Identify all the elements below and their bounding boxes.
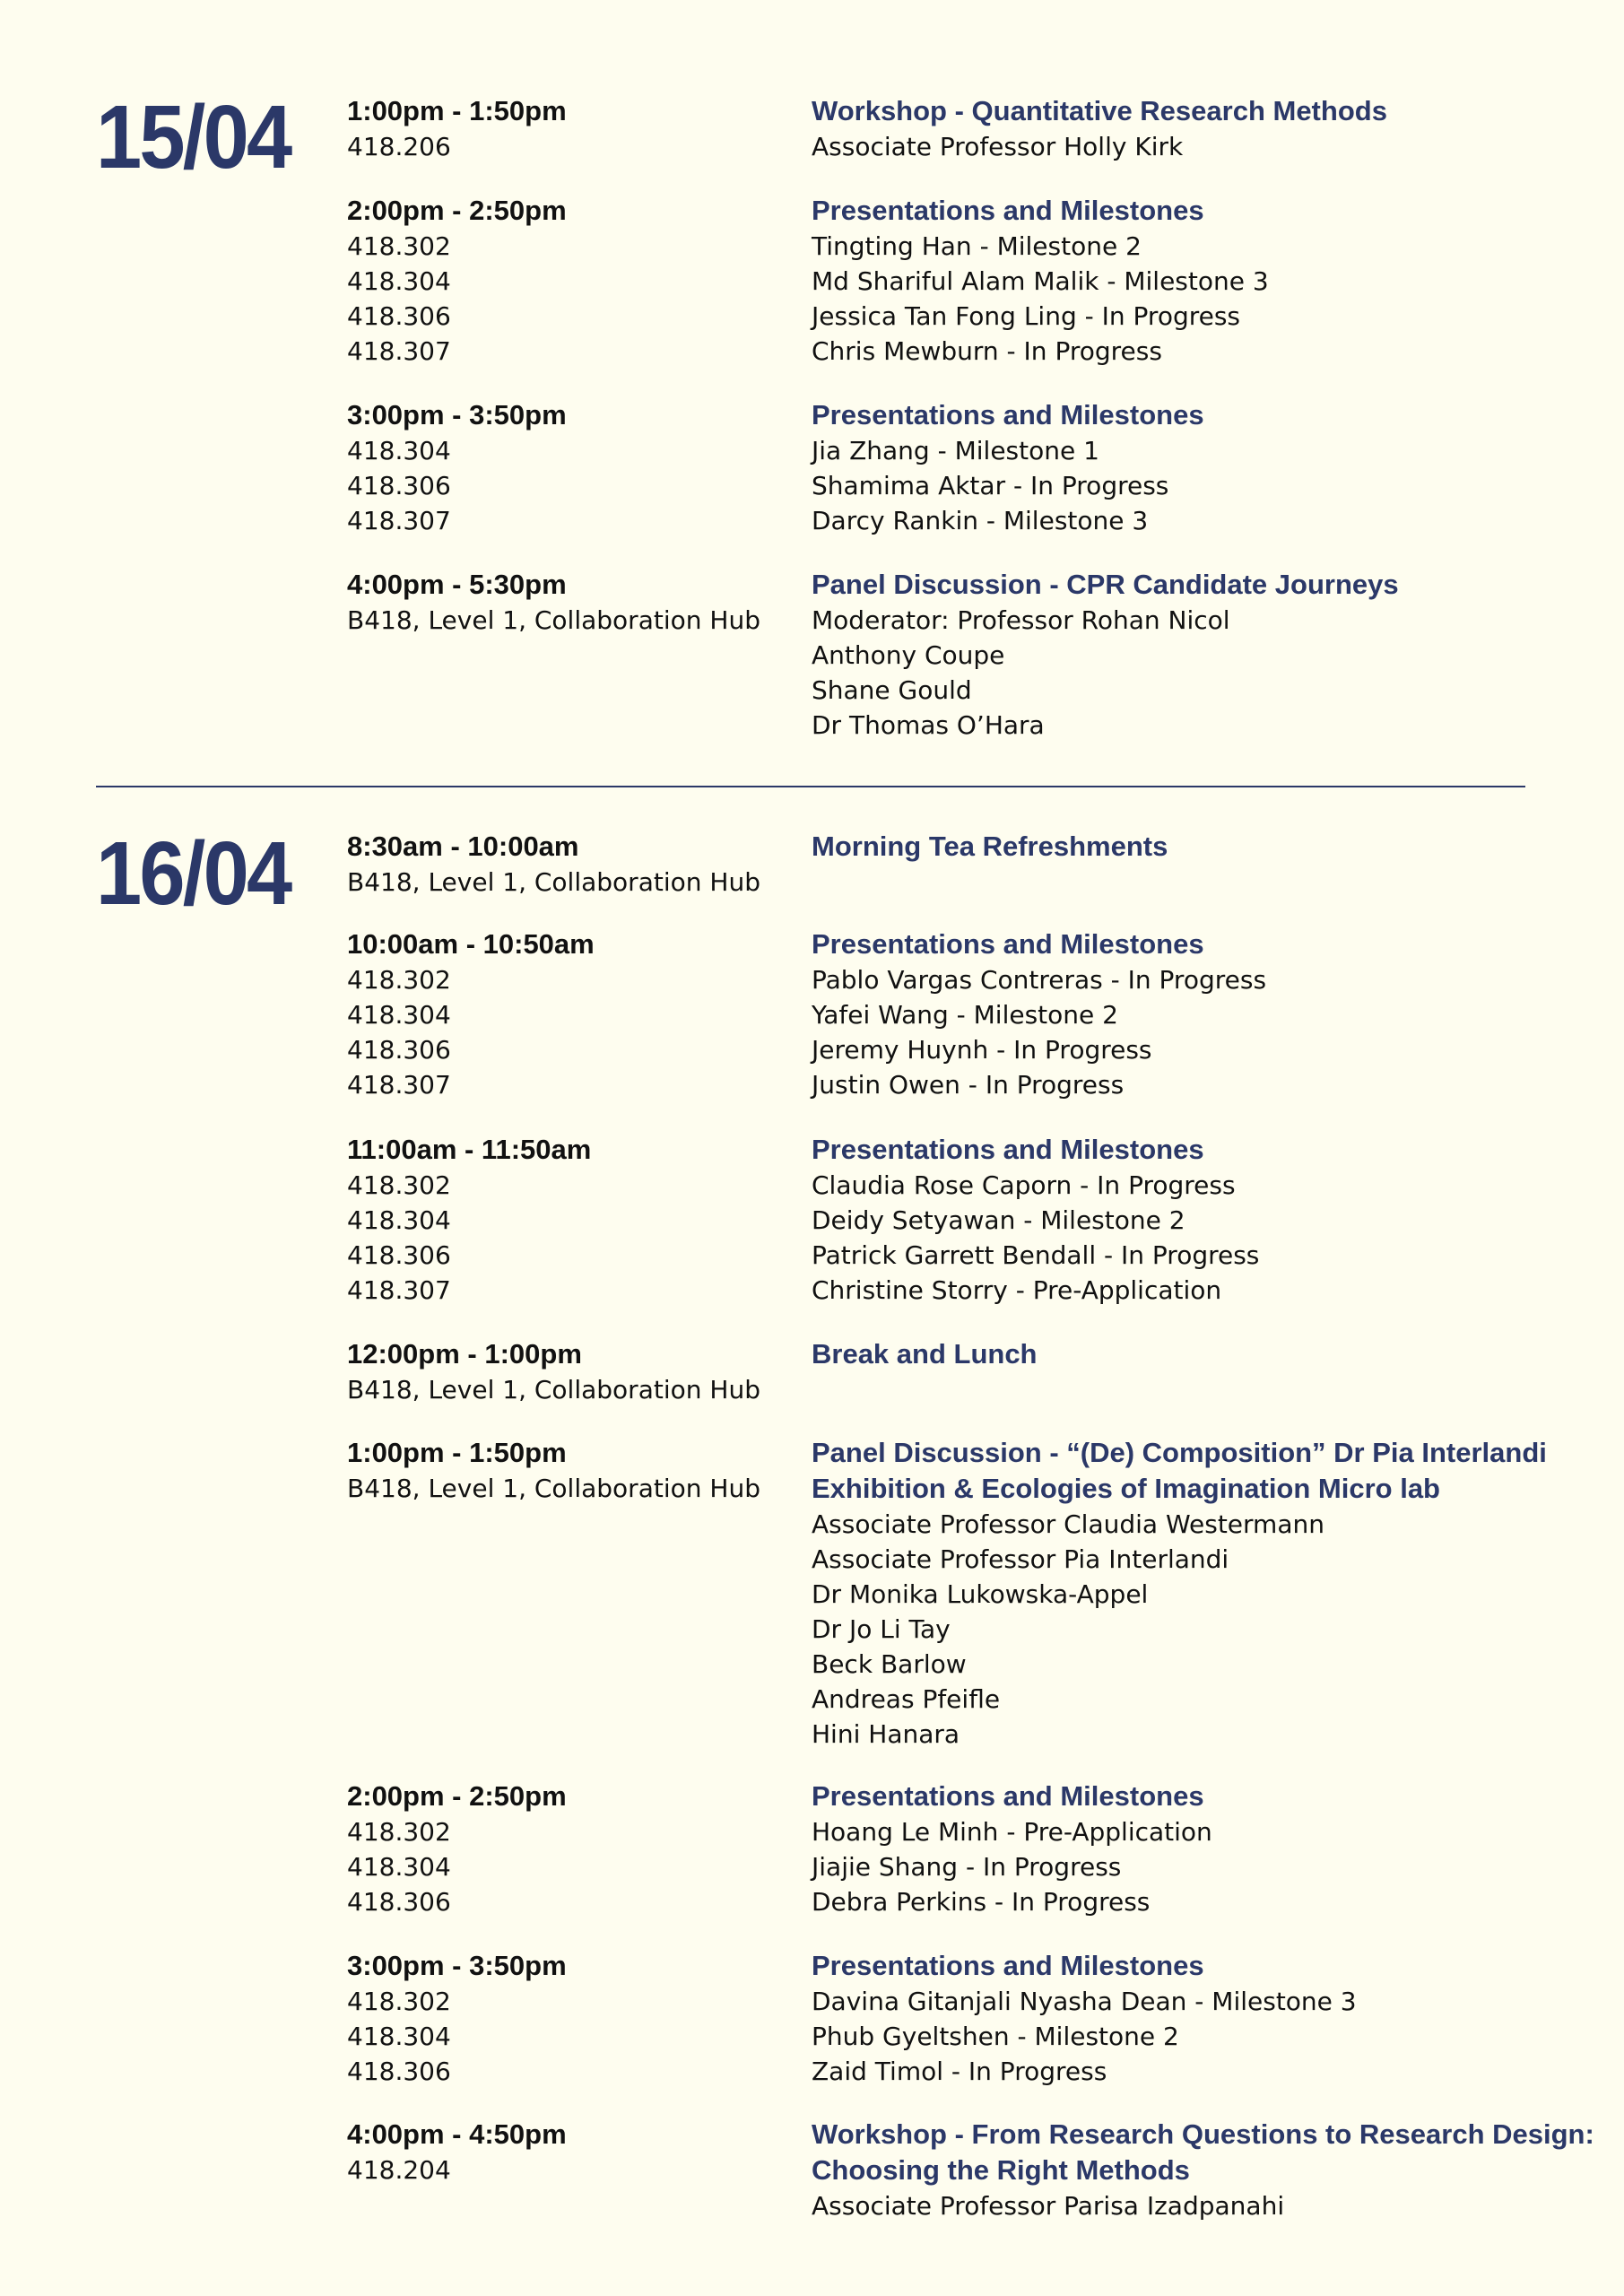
session-participant: Patrick Garrett Bendall - In Progress [812,1240,1260,1270]
session-time: 11:00am - 11:50am [347,1134,592,1165]
session-time: 3:00pm - 3:50pm [347,399,567,430]
session-details [812,1948,1547,2089]
session-room: 418.206 [347,132,451,161]
session-title: Presentations and Milestones [812,928,1204,960]
session-time: 1:00pm - 1:50pm [347,95,567,126]
session-participant: Yafei Wang - Milestone 2 [812,1000,1118,1030]
session-participant: Jeremy Huynh - In Progress [812,1035,1152,1065]
session-room: 418.302 [347,965,451,995]
session-participant: Dr Monika Lukowska-Appel [812,1579,1149,1609]
session-time-location [347,1132,777,1308]
session-participant: Associate Professor Parisa Izadpanahi [812,2191,1285,2221]
session-participant: Associate Professor Claudia Westermann [812,1509,1324,1539]
session-details [812,1435,1547,1752]
session-participant: Moderator: Professor Rohan Nicol [812,605,1230,635]
session-time-location [347,1948,777,2089]
session-participant: Jia Zhang - Milestone 1 [812,436,1099,465]
session-participant: Beck Barlow [812,1649,967,1679]
session-room: 418.304 [347,1852,451,1882]
session-title: Presentations and Milestones [812,1780,1204,1812]
session-details [812,397,1547,538]
session-time: 4:00pm - 5:30pm [347,569,567,600]
session-participant: Jessica Tan Fong Ling - In Progress [812,301,1241,331]
session-time-location [347,2117,777,2187]
session-details [812,1336,1547,1372]
session-time-location [347,93,777,164]
session-room: 418.306 [347,1240,451,1270]
session-time: 2:00pm - 2:50pm [347,195,567,226]
session-title: Workshop - Quantitative Research Methods [812,95,1387,126]
session-title: Presentations and Milestones [812,1950,1204,1981]
session-room: B418, Level 1, Collaboration Hub [347,1474,760,1503]
session-room: 418.302 [347,1170,451,1200]
session-details [812,93,1547,164]
session-participant: Darcy Rankin - Milestone 3 [812,506,1149,535]
session-title: Workshop - From Research Questions to Research Design: [812,2118,1594,2150]
session-details [812,193,1547,369]
session-time-location [347,926,777,1102]
session-time: 8:30am - 10:00am [347,831,579,862]
session-details [812,829,1547,865]
session-room: 418.306 [347,301,451,331]
day-date: 15/04 [96,87,291,187]
session-room: 418.302 [347,231,451,261]
session-time: 12:00pm - 1:00pm [347,1338,582,1370]
session-room: 418.307 [347,1275,451,1305]
session-room: 418.302 [347,1817,451,1847]
session-time-location [347,1779,777,1919]
session-room: 418.304 [347,266,451,296]
session-title: Presentations and Milestones [812,399,1204,430]
session-participant: Jiajie Shang - In Progress [812,1852,1122,1882]
session-time: 2:00pm - 2:50pm [347,1780,567,1812]
session-participant: Shamima Aktar - In Progress [812,471,1169,500]
session-participant: Hoang Le Minh - Pre-Application [812,1817,1212,1847]
session-title: Break and Lunch [812,1338,1038,1370]
session-details [812,2117,1594,2223]
session-room: B418, Level 1, Collaboration Hub [347,1375,760,1405]
session-title: Presentations and Milestones [812,195,1204,226]
session-participant: Claudia Rose Caporn - In Progress [812,1170,1236,1200]
session-participant: Debra Perkins - In Progress [812,1887,1151,1917]
session-participant: Zaid Timol - In Progress [812,2057,1107,2086]
session-time: 1:00pm - 1:50pm [347,1437,567,1468]
session-participant: Tingting Han - Milestone 2 [812,231,1142,261]
session-title: Presentations and Milestones [812,1134,1204,1165]
session-room: B418, Level 1, Collaboration Hub [347,867,760,897]
session-time-location [347,829,777,900]
session-room: 418.306 [347,1887,451,1917]
session-details [812,926,1547,1102]
session-title: Panel Discussion - “(De) Composition” Dr Pia Interlandi [812,1437,1547,1468]
session-time: 3:00pm - 3:50pm [347,1950,567,1981]
session-time-location [347,193,777,369]
session-room: 418.307 [347,1070,451,1100]
session-time: 4:00pm - 4:50pm [347,2118,567,2150]
session-room: 418.304 [347,436,451,465]
session-participant: Dr Jo Li Tay [812,1614,951,1644]
session-room: 418.307 [347,336,451,366]
session-participant: Deidy Setyawan - Milestone 2 [812,1205,1185,1235]
session-title: Choosing the Right Methods [812,2154,1190,2186]
session-time-location [347,1435,777,1506]
session-room: 418.306 [347,2057,451,2086]
session-room: 418.306 [347,471,451,500]
session-room: 418.307 [347,506,451,535]
session-time-location [347,397,777,538]
session-time-location [347,567,777,638]
session-room: 418.304 [347,1000,451,1030]
session-participant: Associate Professor Pia Interlandi [812,1544,1229,1574]
session-details [812,567,1547,743]
session-room: 418.304 [347,2022,451,2051]
session-participant: Christine Storry - Pre-Application [812,1275,1222,1305]
session-participant: Dr Thomas O’Hara [812,710,1045,740]
session-room: 418.306 [347,1035,451,1065]
session-title: Morning Tea Refreshments [812,831,1168,862]
session-participant: Chris Mewburn - In Progress [812,336,1162,366]
session-room: B418, Level 1, Collaboration Hub [347,605,760,635]
session-room: 418.304 [347,1205,451,1235]
session-participant: Md Shariful Alam Malik - Milestone 3 [812,266,1269,296]
session-details [812,1132,1547,1308]
session-room: 418.302 [347,1987,451,2016]
session-participant: Justin Owen - In Progress [812,1070,1125,1100]
session-participant: Davina Gitanjali Nyasha Dean - Milestone 3 [812,1987,1357,2016]
session-title: Exhibition & Ecologies of Imagination Micro lab [812,1473,1440,1504]
session-participant: Pablo Vargas Contreras - In Progress [812,965,1267,995]
session-participant: Anthony Coupe [812,640,1005,670]
session-participant: Associate Professor Holly Kirk [812,132,1184,161]
day-divider [96,786,1525,787]
session-participant: Andreas Pfeifle [812,1684,1001,1714]
session-title: Panel Discussion - CPR Candidate Journeys [812,569,1399,600]
session-participant: Phub Gyeltshen - Milestone 2 [812,2022,1179,2051]
session-details [812,1779,1547,1919]
session-participant: Shane Gould [812,675,972,705]
session-room: 418.204 [347,2155,451,2185]
session-time-location [347,1336,777,1407]
session-participant: Hini Hanara [812,1719,960,1749]
session-time: 10:00am - 10:50am [347,928,595,960]
day-date: 16/04 [96,823,291,924]
